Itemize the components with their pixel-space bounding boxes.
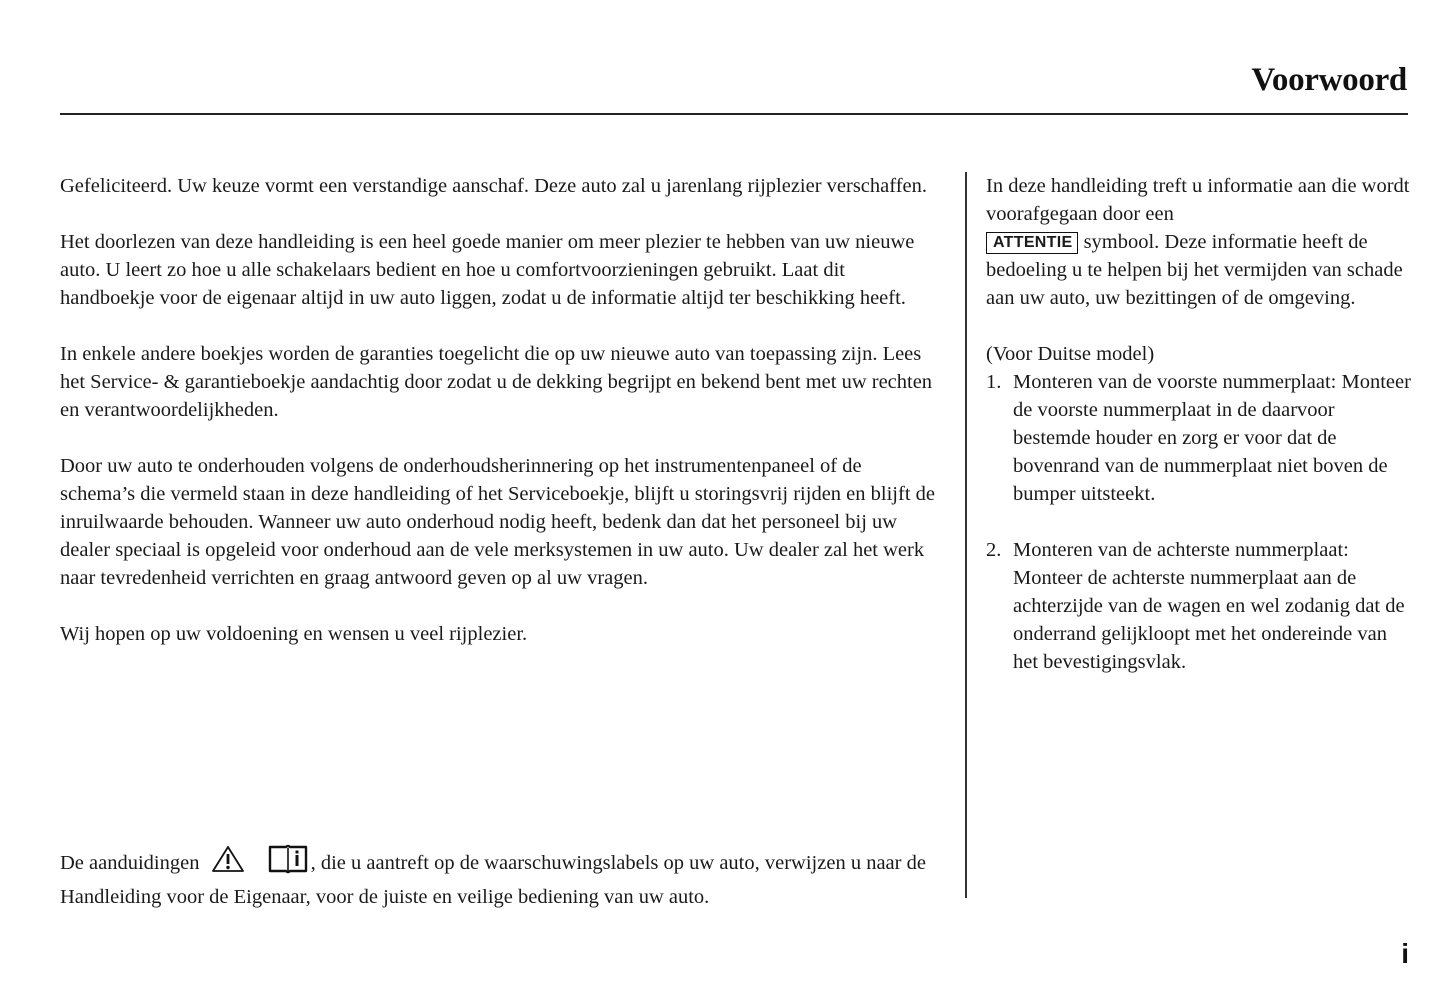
left-column <box>60 172 940 676</box>
attention-intro-text: In deze handleiding treft u informatie aan die wordt voorafgegaan door een <box>986 175 1410 225</box>
column-divider <box>965 172 967 898</box>
paragraph-closing: Wij hopen op uw voldoening en wensen u veel rijplezier. <box>60 623 528 645</box>
warning-note-suffix: , die u aantreft op de waarschuwingslabels op uw auto, verwijzen u naar de Handleiding voor de Eigenaar, voor de juiste en veilige bediening van uw auto. <box>60 852 926 908</box>
list-item-text: Monteren van de voorste nummerplaat: Monteer de voorste nummerplaat in de daarvoor bestemde houder en zorg er voor dat de bovenrand van de nummerplaat niet boven de bumper uitsteekt. <box>1013 371 1411 505</box>
title-rule <box>60 113 1408 115</box>
warning-label-note <box>60 843 940 911</box>
paragraph-maintenance: Door uw auto te onderhouden volgens de onderhoudsherinnering op het instrumentenpaneel of de schema’s die vermeld staan in deze handleiding of het Serviceboekje, blijft u storingsvrij rijden en blijft de inruilwaarde behouden. Wanneer uw auto onderhoud nodig heeft, bedenk dan dat het personeel bij uw dealer speciaal is opgeleid voor onderhoud aan de vele merksystemen in uw auto. Uw dealer zal het werk naar tevredenheid verrichten en graag antwoord geven op al uw vragen. <box>60 455 935 589</box>
attention-intro-rest: symbool. Deze informatie heeft de bedoeling u te helpen bij het vermijden van schade aan uw auto, uw bezittingen of de omgeving. <box>986 231 1403 309</box>
paragraph-warranty: In enkele andere boekjes worden de garanties toegelicht die op uw nieuwe auto van toepassing zijn. Lees het Service- & garantieboekje aandachtig door zodat u de dekking begrijpt en bekend bent met uw rechten en verantwoordelijkheden. <box>60 343 933 421</box>
list-item-number: 1. <box>986 371 1002 393</box>
paragraph-manual-reading: Het doorlezen van deze handleiding is een heel goede manier om meer plezier te hebben van uw nieuwe auto. U leert zo hoe u alle schakelaars bedient en hoe u comfortvoorzieningen gebruikt. Laat dit handboekje voor de eigenaar altijd in uw auto liggen, zodat u de informatie altijd ter beschikking heeft. <box>60 231 915 309</box>
model-note: (Voor Duitse model) <box>986 343 1155 365</box>
paragraph-congratulations: Gefeliciteerd. Uw keuze vormt een verstandige aanschaf. Deze auto zal u jarenlang rijplezier verschaffen. <box>60 175 928 197</box>
attention-badge: ATTENTIE <box>986 232 1078 254</box>
warning-note-prefix: De aanduidingen <box>60 852 200 874</box>
plate-instructions-list <box>986 368 1416 676</box>
list-item-text: Monteren van de achterste nummerplaat: Monteer de achterste nummerplaat aan de achterzijde van de wagen en wel zodanig dat de onderrand gelijkloopt met het ondereinde van het bevestigingsvlak. <box>1013 539 1405 673</box>
list-item <box>986 536 1416 676</box>
list-item-number: 2. <box>986 539 1002 561</box>
page-number: i <box>1401 938 1409 969</box>
list-item <box>986 368 1416 508</box>
page-title: Voorwoord <box>1251 62 1407 98</box>
right-column <box>986 172 1416 704</box>
attention-intro <box>986 172 1416 312</box>
owners-manual-book-icon <box>267 843 309 883</box>
warning-triangle-icon <box>211 845 245 881</box>
